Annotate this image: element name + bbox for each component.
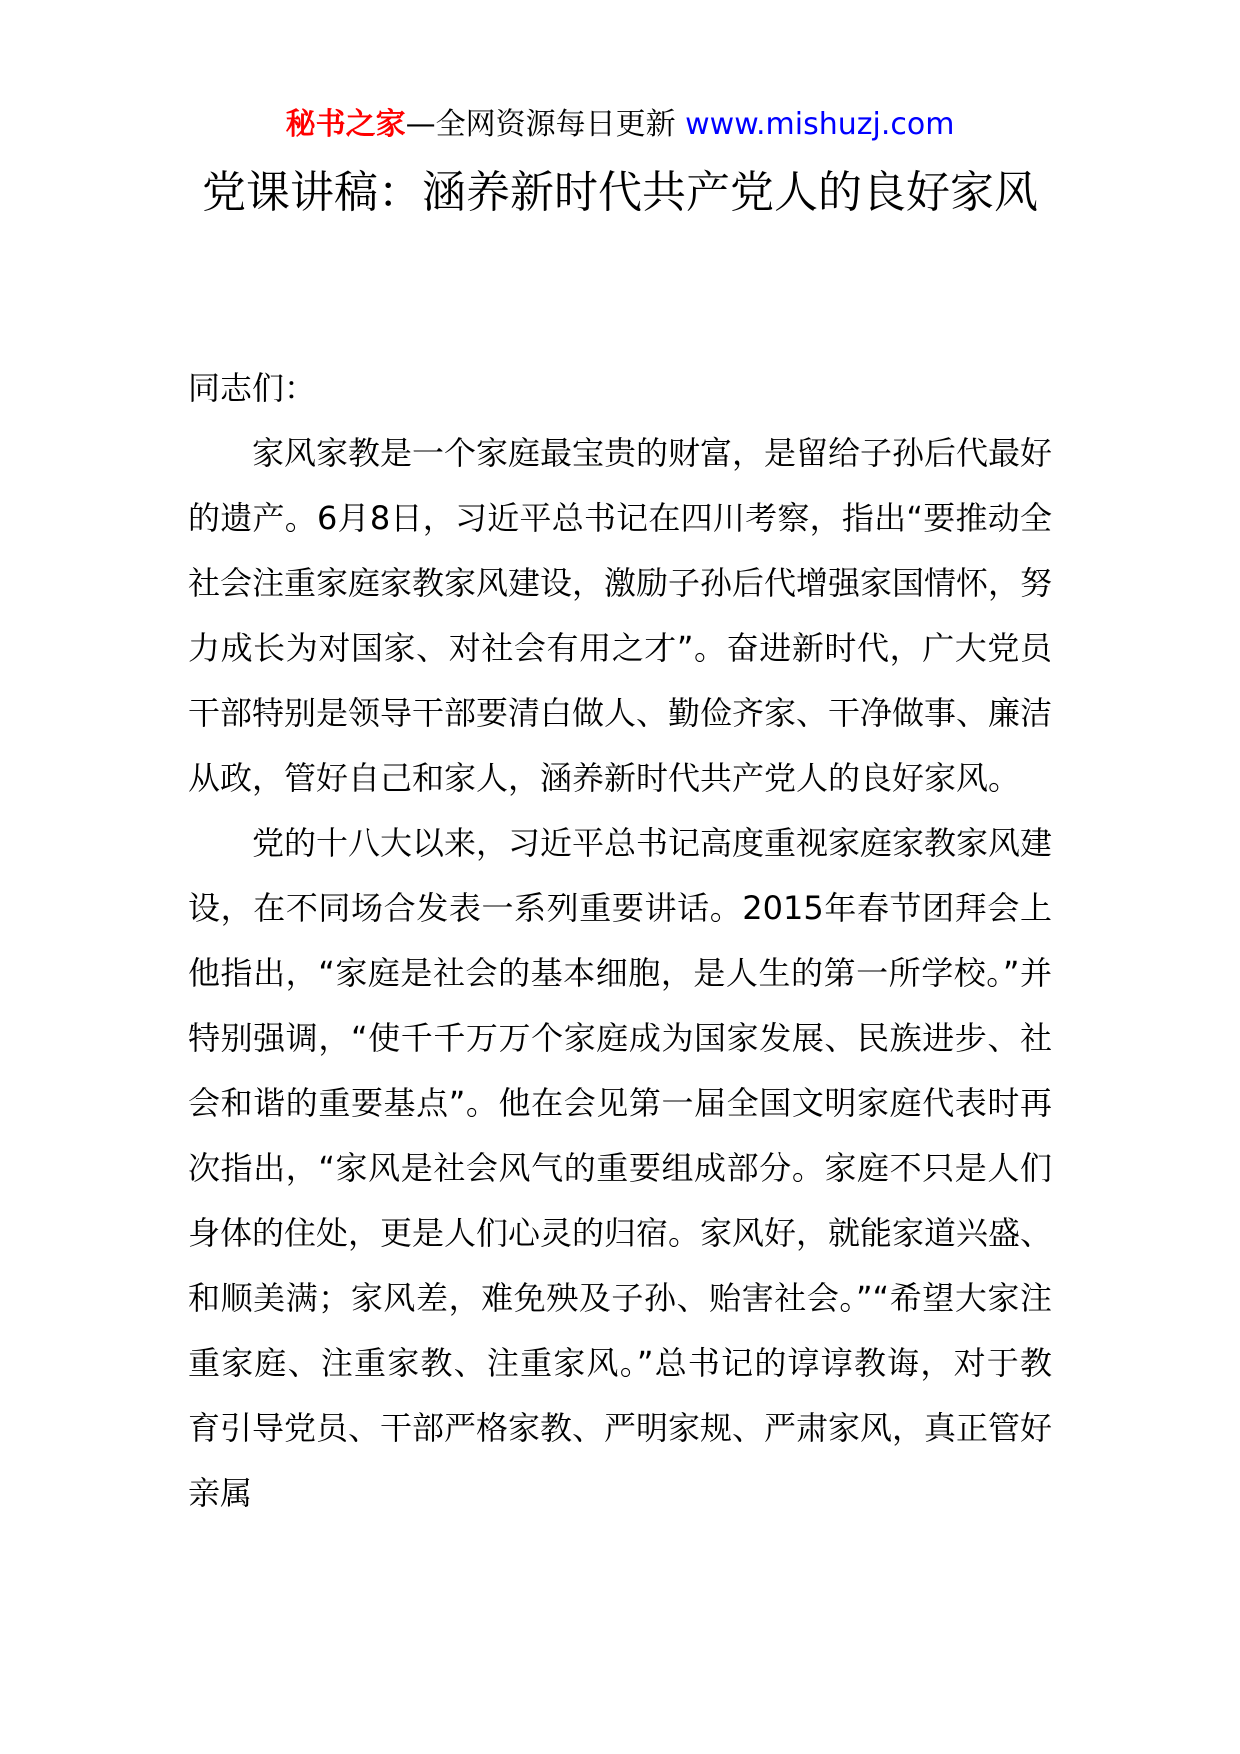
site-banner (0, 100, 1240, 150)
banner-slogan: —全网资源每日更新 (405, 107, 676, 142)
document-title: 党课讲稿：涵养新时代共产党人的良好家风 (202, 167, 1038, 218)
site-url-link[interactable]: www.mishuzj.com (685, 107, 955, 142)
brand-name: 秘书之家 (285, 107, 406, 142)
paragraph-1: 家风家教是一个家庭最宝贵的财富，是留给子孙后代最好的遗产。6月8日，习近平总书记在四川考察，指出“要推动全社会注重家庭家教家风建设，激励子孙后代增强家国情怀，努力成长为对国家、对社会有用之才”。奋进新时代，广大党员干部特别是领导干部要清白做人、勤俭齐家、干净做事、廉洁从政，管好自己和家人，涵养新时代共产党人的良好家风。 (188, 434, 1053, 797)
paragraph-2: 党的十八大以来，习近平总书记高度重视家庭家教家风建设，在不同场合发表一系列重要讲话。2015年春节团拜会上他指出，“家庭是社会的基本细胞，是人生的第一所学校。”并特别强调，“使千千万万个家庭成为国家发展、民族进步、社会和谐的重要基点”。他在会见第一届全国文明家庭代表时再次指出，“家风是社会风气的重要组成部分。家庭不只是人们身体的住处，更是人们心灵的归宿。家风好，就能家道兴盛、和顺美满；家风差，难免殃及子孙、贻害社会。”“希望大家注重家庭、注重家教、注重家风。”总书记的谆谆教诲，对于教育引导党员、干部严格家教、严明家规、严肃家风，真正管好亲属 (188, 824, 1053, 1512)
salutation: 同志们： (188, 369, 317, 407)
document-body (188, 356, 1052, 1526)
